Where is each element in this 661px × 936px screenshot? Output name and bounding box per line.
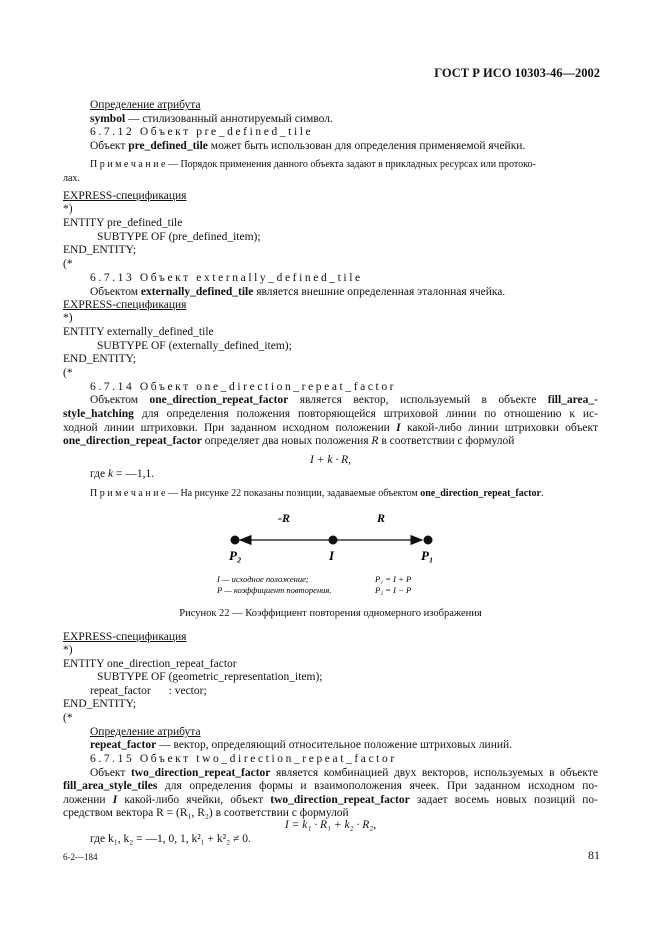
code-line: SUBTYPE OF (externally_defined_item);	[97, 340, 292, 352]
code-line: repeat_factor : vector;	[90, 685, 207, 697]
code-line: SUBTYPE OF (pre_defined_item);	[97, 231, 261, 243]
legend-p: P — коэффициент повторения.	[217, 585, 332, 595]
code-line: *)	[63, 203, 73, 215]
code-line: (*	[63, 258, 73, 270]
code-line: (*	[63, 367, 73, 379]
para-one-direction-3: ходной линии штриховки. При заданном исходном положении I какой-либо линии штриховки объект	[63, 422, 598, 434]
express-heading-2: EXPRESS-спецификация	[63, 299, 187, 311]
legend-p2: P₂ = I − P	[375, 585, 412, 595]
figure-caption: Рисунок 22 — Коэффициент повторения одномерного изображения	[179, 608, 482, 619]
para-two-direction-4: средством вектора R = (R₁, R₂) в соответствии с формулой	[63, 807, 349, 819]
point-p2	[231, 536, 240, 545]
label-i: I	[329, 548, 335, 563]
label-p1: P₁	[421, 548, 434, 563]
attr-symbol: symbol — стилизованный аннотируемый символ.	[90, 113, 333, 125]
formula-2: I = k₁ · R₁ + k₂ · R₂,	[284, 819, 377, 831]
point-i	[329, 536, 338, 545]
para-one-direction-4: one_direction_repeat_factor определяет два новых положения R в соответствии с формулой	[63, 435, 515, 447]
code-line: ENTITY externally_defined_tile	[63, 326, 214, 338]
section-6-7-15: 6.7.15 Объект two_direction_repeat_factor	[90, 753, 397, 765]
code-line: END_ENTITY;	[63, 353, 137, 365]
code-line: *)	[63, 312, 73, 324]
code-line: ENTITY pre_defined_tile	[63, 217, 183, 229]
label-r: R	[377, 511, 386, 525]
point-p1	[424, 536, 433, 545]
para-externally-defined-tile: Объектом externally_defined_tile является внешние определенная эталонная ячейка.	[90, 286, 506, 298]
label-p2: P₂	[229, 548, 242, 563]
code-line: *)	[63, 644, 73, 656]
page-number: 81	[588, 848, 600, 862]
label-minus-r: -R	[278, 511, 290, 525]
footer-code: 6-2—184	[63, 852, 98, 862]
attr-def-heading: Определение атрибута	[90, 99, 201, 111]
express-heading-1: EXPRESS-спецификация	[63, 190, 187, 202]
para-two-direction-1: Объект two_direction_repeat_factor является комбинацией двух векторов, используемых в объекте	[90, 767, 598, 779]
para-one-direction-2: style_hatching для определения положения повторяющейся штриховой линии по отношению к ис-	[63, 408, 598, 420]
express-heading-3: EXPRESS-спецификация	[63, 631, 187, 643]
para-two-direction-3: ложении I какой-либо ячейки, объект two_direction_repeat_factor задает восемь новых позиций по-	[63, 794, 598, 806]
formula-1: I + k · R,	[310, 454, 351, 466]
formula-2-where: где k₁, k₂ = —1, 0, 1, k²₁ + k²₂ ≠ 0.	[90, 833, 251, 845]
code-line: END_ENTITY;	[63, 698, 137, 710]
section-6-7-13: 6.7.13 Объект externally_defined_tile	[90, 272, 363, 284]
note-1: П р и м е ч а н и е — Порядок применения данного объекта задают в прикладных ресурсах или протоко-	[90, 159, 536, 170]
para-two-direction-2: fill_area_style_tiles для определения формы и взаимоположения ячеек. При заданном исходном по-	[63, 780, 598, 792]
code-line: ENTITY one_direction_repeat_factor	[63, 658, 237, 670]
section-6-7-14: 6.7.14 Объект one_direction_repeat_factor	[90, 381, 397, 393]
formula-1-where: где k = —1,1.	[90, 468, 155, 480]
attr-repeat-factor: repeat_factor — вектор, определяющий относительное положение штриховых линий.	[90, 739, 513, 751]
attr-def-heading-2: Определение атрибута	[90, 726, 201, 738]
para-one-direction-1: Объектом one_direction_repeat_factor является вектор, используемый в объекте fill_area_-	[90, 394, 598, 406]
page-header: ГОСТ Р ИСО 10303-46—2002	[434, 66, 600, 80]
note-2: П р и м е ч а н и е — На рисунке 22 показаны позиции, задаваемые объектом one_direction_repeat_factor.	[90, 488, 544, 499]
legend-p1: P₁ = I + P	[375, 574, 412, 584]
note-1-cont: лах.	[63, 173, 80, 184]
section-6-7-12: 6.7.12 Объект pre_defined_tile	[90, 126, 314, 138]
code-line: (*	[63, 712, 73, 724]
para-pre-defined-tile: Объект pre_defined_tile может быть использован для определения применяемой ячейки.	[90, 140, 526, 152]
code-line: SUBTYPE OF (geometric_representation_item);	[97, 671, 323, 683]
legend-i: I — исходное положение;	[217, 574, 309, 584]
code-line: END_ENTITY;	[63, 244, 137, 256]
